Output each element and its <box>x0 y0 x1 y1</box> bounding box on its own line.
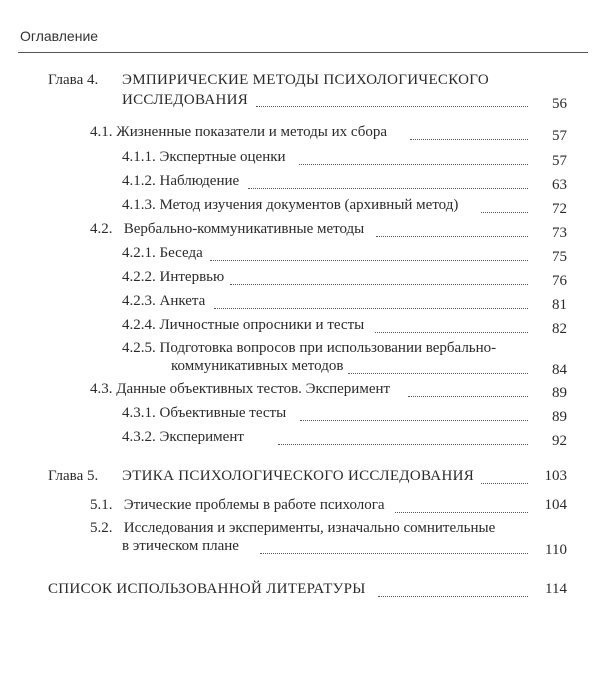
leader-dots <box>481 212 528 213</box>
leader-dots <box>248 188 528 189</box>
section-title: Жизненные показатели и методы их сбора <box>116 124 388 140</box>
chapter-title: ЭТИКА ПСИХОЛОГИЧЕСКОГО ИССЛЕДОВАНИЯ <box>122 468 475 484</box>
leader-dots <box>375 332 528 333</box>
leader-dots <box>378 596 528 597</box>
section-number: 4.2.3. <box>122 293 156 309</box>
section-number: 5.2. <box>90 520 113 536</box>
section-title: Объективные тесты <box>159 405 287 421</box>
section-title: Метод изучения документов (архивный метод) <box>159 197 459 213</box>
leader-dots <box>214 308 528 309</box>
section-title: Интервью <box>159 269 225 285</box>
section-number: 4.1.1. <box>122 149 156 165</box>
leader-dots <box>260 553 528 554</box>
chapter-number: Глава 5. <box>48 468 99 484</box>
section-title-line1: Подготовка вопросов при использовании вербально- <box>159 340 497 356</box>
page-number: 92 <box>552 433 567 449</box>
section-number: 4.2.4. <box>122 317 156 333</box>
leader-dots <box>348 373 528 374</box>
running-header: Оглавление <box>20 28 99 44</box>
page-number: 84 <box>552 362 567 378</box>
leader-dots <box>230 284 528 285</box>
page-number: 110 <box>545 542 567 558</box>
page-number: 72 <box>552 201 567 217</box>
section-number: 4.2.1. <box>122 245 156 261</box>
leader-dots <box>410 139 528 140</box>
section-title: Эксперимент <box>159 429 244 445</box>
page-number: 104 <box>544 497 567 513</box>
leader-dots <box>300 420 528 421</box>
section-title: Беседа <box>159 245 203 261</box>
section-title: Экспертные оценки <box>159 149 286 165</box>
section-title-line1: Исследования и эксперименты, изначально сомнительные <box>123 520 496 536</box>
section-number: 4.3.1. <box>122 405 156 421</box>
references-title: СПИСОК ИСПОЛЬЗОВАННОЙ ЛИТЕРАТУРЫ <box>48 581 366 597</box>
page-number: 81 <box>552 297 567 313</box>
section-number: 4.1.3. <box>122 197 156 213</box>
page-number: 76 <box>552 273 567 289</box>
leader-dots <box>481 483 528 484</box>
page-number: 82 <box>552 321 567 337</box>
leader-dots <box>210 260 528 261</box>
page-number: 89 <box>552 385 567 401</box>
leader-dots <box>408 396 528 397</box>
page-number: 75 <box>552 249 567 265</box>
section-title: Наблюдение <box>159 173 240 189</box>
leader-dots <box>256 106 528 107</box>
section-title: Личностные опросники и тесты <box>159 317 365 333</box>
page-number: 73 <box>552 225 567 241</box>
page-number: 103 <box>544 468 567 484</box>
section-number: 4.2.5. <box>122 340 156 356</box>
section-title-line2: коммуникативных методов <box>171 358 344 374</box>
section-title: Данные объективных тестов. Эксперимент <box>116 381 391 397</box>
chapter-number: Глава 4. <box>48 72 99 88</box>
section-number: 4.1.2. <box>122 173 156 189</box>
section-number: 5.1. <box>90 497 113 513</box>
page-number: 114 <box>545 581 567 597</box>
page-number: 57 <box>552 153 567 169</box>
section-title: Анкета <box>159 293 206 309</box>
page-number: 63 <box>552 177 567 193</box>
section-title-line2: в этическом плане <box>122 538 239 554</box>
section-title: Этические проблемы в работе психолога <box>123 497 385 513</box>
leader-dots <box>278 444 528 445</box>
page-number: 57 <box>552 128 567 144</box>
page-number: 89 <box>552 409 567 425</box>
chapter-title-line2: ИССЛЕДОВАНИЯ <box>122 92 249 108</box>
section-number: 4.3. <box>90 381 113 397</box>
section-title: Вербально-коммуникативные методы <box>123 221 365 237</box>
header-rule <box>18 52 588 53</box>
leader-dots <box>395 512 528 513</box>
section-number: 4.3.2. <box>122 429 156 445</box>
page-number: 56 <box>552 96 567 112</box>
chapter-title-line1: ЭМПИРИЧЕСКИЕ МЕТОДЫ ПСИХОЛОГИЧЕСКОГО <box>122 72 490 88</box>
section-number: 4.2.2. <box>122 269 156 285</box>
section-number: 4.1. <box>90 124 113 140</box>
leader-dots <box>299 164 528 165</box>
section-number: 4.2. <box>90 221 113 237</box>
leader-dots <box>376 236 528 237</box>
